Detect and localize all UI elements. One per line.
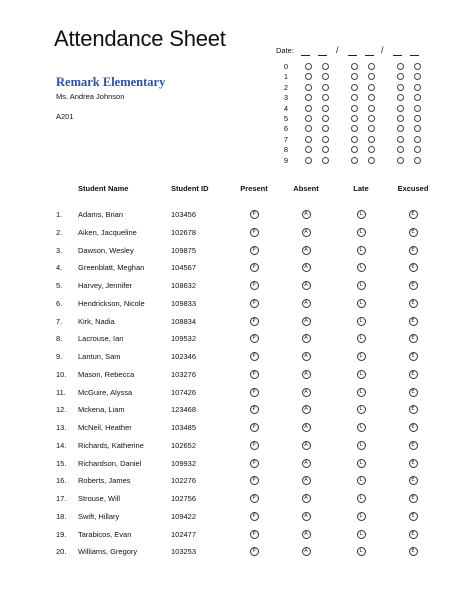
date-bubble[interactable] <box>351 136 358 143</box>
present-bubble[interactable]: P <box>250 388 259 397</box>
student-id: 102477 <box>171 529 197 539</box>
absent-bubble[interactable]: A <box>302 299 311 308</box>
present-bubble[interactable]: P <box>250 530 259 539</box>
date-bubble[interactable] <box>368 105 375 112</box>
date-bubble[interactable] <box>351 115 358 122</box>
student-name: Adams, Brian <box>78 210 124 219</box>
present-bubble[interactable]: P <box>250 494 259 503</box>
student-id: 107426 <box>171 387 197 397</box>
absent-bubble[interactable]: A <box>302 494 311 503</box>
date-bubble[interactable] <box>305 136 312 143</box>
absent-bubble[interactable]: A <box>302 512 311 521</box>
absent-bubble[interactable]: A <box>302 547 311 556</box>
student-name: Dawson, Wesley <box>78 245 134 255</box>
student-id: 109422 <box>171 511 197 521</box>
late-bubble[interactable]: L <box>357 352 366 361</box>
date-bubble[interactable] <box>397 73 404 80</box>
date-bubble[interactable] <box>322 105 329 112</box>
student-name: McNeil, Heather <box>78 423 132 432</box>
late-bubble[interactable]: L <box>357 405 366 414</box>
date-digit-label: 7 <box>283 134 289 144</box>
row-number: 5. <box>56 281 63 290</box>
column-header-student-id: Student ID <box>171 184 209 193</box>
date-bubble[interactable] <box>368 94 375 101</box>
student-id: 108834 <box>171 316 197 326</box>
present-bubble[interactable]: P <box>250 210 259 219</box>
date-bubble[interactable] <box>351 94 358 101</box>
student-name: McGuire, Alyssa <box>78 387 133 397</box>
date-bubble[interactable] <box>305 73 312 80</box>
column-header-student-name: Student Name <box>78 184 129 193</box>
date-bubble[interactable] <box>305 125 312 132</box>
absent-bubble[interactable]: A <box>302 263 311 272</box>
date-bubble[interactable] <box>322 63 329 70</box>
student-id: 109932 <box>171 458 197 468</box>
date-bubble[interactable] <box>322 94 329 101</box>
date-bubble[interactable] <box>397 105 404 112</box>
absent-bubble[interactable]: A <box>302 281 311 290</box>
date-separator: / <box>381 45 384 55</box>
date-digit-label: 9 <box>283 155 289 165</box>
excused-bubble[interactable]: E <box>409 459 418 468</box>
date-bubble[interactable] <box>322 157 329 164</box>
date-bubble[interactable] <box>351 146 358 153</box>
column-header-excused: Excused <box>397 184 429 193</box>
date-bubble[interactable] <box>397 115 404 122</box>
excused-bubble[interactable]: E <box>409 476 418 485</box>
date-bubble[interactable] <box>351 105 358 112</box>
date-bubble[interactable] <box>351 73 358 80</box>
date-bubble[interactable] <box>368 146 375 153</box>
late-bubble[interactable]: L <box>357 210 366 219</box>
present-bubble[interactable]: P <box>250 263 259 272</box>
late-bubble[interactable]: L <box>357 299 366 308</box>
date-bubble[interactable] <box>368 125 375 132</box>
date-digit-label: 3 <box>283 93 289 103</box>
row-number: 20. <box>56 547 67 557</box>
late-bubble[interactable]: L <box>357 246 366 255</box>
late-bubble[interactable]: L <box>357 494 366 503</box>
late-bubble[interactable]: L <box>357 547 366 556</box>
column-header-late: Late <box>353 184 369 193</box>
excused-bubble[interactable]: E <box>409 494 418 503</box>
date-bubble[interactable] <box>305 146 312 153</box>
date-bubble[interactable] <box>368 84 375 91</box>
column-header-present: Present <box>240 184 268 193</box>
date-bubble[interactable] <box>351 157 358 164</box>
date-digit-label: 1 <box>283 72 289 82</box>
student-id: 123468 <box>171 405 197 415</box>
date-bubble[interactable] <box>322 146 329 153</box>
present-bubble[interactable]: P <box>250 334 259 343</box>
student-name: Kirk, Nadia <box>78 316 115 326</box>
late-bubble[interactable]: L <box>357 423 366 432</box>
row-number: 12. <box>56 405 67 415</box>
row-number: 17. <box>56 494 67 503</box>
absent-bubble[interactable]: A <box>302 405 311 414</box>
excused-bubble[interactable]: E <box>409 299 418 308</box>
column-header-absent: Absent <box>293 184 319 193</box>
row-number: 3. <box>56 245 63 255</box>
date-bubble[interactable] <box>414 125 421 132</box>
date-label: Date: <box>276 46 294 55</box>
present-bubble[interactable]: P <box>250 459 259 468</box>
page-title: Attendance Sheet <box>54 26 226 51</box>
student-id: 103485 <box>171 423 197 432</box>
student-name: Lantun, Sam <box>78 352 121 361</box>
date-bubble[interactable] <box>397 157 404 164</box>
student-id: 109532 <box>171 334 197 344</box>
date-bubble[interactable] <box>305 115 312 122</box>
excused-bubble[interactable]: E <box>409 263 418 272</box>
late-bubble[interactable]: L <box>357 370 366 379</box>
student-name: Aiken, Jacqueline <box>78 227 137 237</box>
room-number: A201 <box>56 112 74 121</box>
date-bubble[interactable] <box>414 157 421 164</box>
excused-bubble[interactable]: E <box>409 441 418 450</box>
date-bubble[interactable] <box>368 63 375 70</box>
row-number: 16. <box>56 476 67 486</box>
date-bubble[interactable] <box>351 63 358 70</box>
present-bubble[interactable]: P <box>250 299 259 308</box>
date-bubble[interactable] <box>414 146 421 153</box>
row-number: 19. <box>56 529 67 539</box>
date-bubble[interactable] <box>397 63 404 70</box>
date-bubble[interactable] <box>322 73 329 80</box>
late-bubble[interactable]: L <box>357 388 366 397</box>
excused-bubble[interactable]: E <box>409 370 418 379</box>
student-name: Mason, Rebecca <box>78 369 135 379</box>
date-bubble[interactable] <box>322 125 329 132</box>
date-bubble[interactable] <box>368 73 375 80</box>
date-blank[interactable] <box>318 55 327 56</box>
excused-bubble[interactable]: E <box>409 547 418 556</box>
date-bubble[interactable] <box>414 105 421 112</box>
date-bubble[interactable] <box>397 125 404 132</box>
date-bubble[interactable] <box>322 136 329 143</box>
date-digit-label: 0 <box>283 62 289 71</box>
student-id: 102276 <box>171 476 197 486</box>
absent-bubble[interactable]: A <box>302 530 311 539</box>
student-name: Mckena, Liam <box>78 405 125 415</box>
student-name: Greenblatt, Meghan <box>78 263 145 273</box>
date-digit-label: 4 <box>283 103 289 113</box>
date-bubble[interactable] <box>305 157 312 164</box>
student-name: Strouse, Will <box>78 494 121 503</box>
excused-bubble[interactable]: E <box>409 281 418 290</box>
late-bubble[interactable]: L <box>357 476 366 485</box>
present-bubble[interactable]: P <box>250 547 259 556</box>
row-number: 14. <box>56 440 67 450</box>
student-id: 108632 <box>171 281 197 290</box>
absent-bubble[interactable]: A <box>302 370 311 379</box>
date-separator: / <box>336 45 339 55</box>
excused-bubble[interactable]: E <box>409 530 418 539</box>
student-name: Hendrickson, Nicole <box>78 298 145 308</box>
present-bubble[interactable]: P <box>250 512 259 521</box>
excused-bubble[interactable]: E <box>409 512 418 521</box>
date-bubble[interactable] <box>305 63 312 70</box>
date-bubble[interactable] <box>368 136 375 143</box>
date-bubble[interactable] <box>322 84 329 91</box>
student-name: Swift, Hillary <box>78 511 120 521</box>
row-number: 15. <box>56 458 67 468</box>
date-bubble[interactable] <box>414 115 421 122</box>
excused-bubble[interactable]: E <box>409 210 418 219</box>
date-digit-label: 5 <box>283 114 289 123</box>
student-id: 102652 <box>171 440 197 450</box>
date-bubble[interactable] <box>305 84 312 91</box>
excused-bubble[interactable]: E <box>409 317 418 326</box>
date-bubble[interactable] <box>397 146 404 153</box>
student-id: 103456 <box>171 210 197 219</box>
late-bubble[interactable]: L <box>357 530 366 539</box>
late-bubble[interactable]: L <box>357 317 366 326</box>
date-bubble[interactable] <box>368 157 375 164</box>
late-bubble[interactable]: L <box>357 441 366 450</box>
absent-bubble[interactable]: A <box>302 352 311 361</box>
excused-bubble[interactable]: E <box>409 352 418 361</box>
excused-bubble[interactable]: E <box>409 334 418 343</box>
student-name: Richards, Katherine <box>78 440 144 450</box>
late-bubble[interactable]: L <box>357 281 366 290</box>
late-bubble[interactable]: L <box>357 228 366 237</box>
student-id: 104567 <box>171 263 197 273</box>
absent-bubble[interactable]: A <box>302 441 311 450</box>
student-id: 109875 <box>171 245 197 255</box>
present-bubble[interactable]: P <box>250 423 259 432</box>
student-name: Tarabicos, Evan <box>78 529 132 539</box>
school-name: Remark Elementary <box>56 75 166 89</box>
row-number: 8. <box>56 334 63 344</box>
date-bubble[interactable] <box>351 84 358 91</box>
present-bubble[interactable]: P <box>250 317 259 326</box>
date-bubble[interactable] <box>414 63 421 70</box>
student-id: 102678 <box>171 227 197 237</box>
date-bubble[interactable] <box>397 84 404 91</box>
late-bubble[interactable]: L <box>357 512 366 521</box>
late-bubble[interactable]: L <box>357 263 366 272</box>
date-blank[interactable] <box>393 55 402 56</box>
row-number: 1. <box>56 210 63 219</box>
date-bubble[interactable] <box>397 136 404 143</box>
date-bubble[interactable] <box>414 84 421 91</box>
row-number: 18. <box>56 511 67 521</box>
date-blank[interactable] <box>410 55 419 56</box>
absent-bubble[interactable]: A <box>302 459 311 468</box>
present-bubble[interactable]: P <box>250 246 259 255</box>
row-number: 9. <box>56 352 63 361</box>
date-blank[interactable] <box>348 55 357 56</box>
date-bubble[interactable] <box>305 105 312 112</box>
student-name: Richardson, Daniel <box>78 458 142 468</box>
present-bubble[interactable]: P <box>250 352 259 361</box>
absent-bubble[interactable]: A <box>302 334 311 343</box>
excused-bubble[interactable]: E <box>409 423 418 432</box>
absent-bubble[interactable]: A <box>302 228 311 237</box>
date-bubble[interactable] <box>322 115 329 122</box>
absent-bubble[interactable]: A <box>302 476 311 485</box>
student-id: 103253 <box>171 547 197 557</box>
row-number: 10. <box>56 369 67 379</box>
present-bubble[interactable]: P <box>250 441 259 450</box>
late-bubble[interactable]: L <box>357 459 366 468</box>
student-name: Williams, Gregory <box>78 547 138 557</box>
date-bubble[interactable] <box>305 94 312 101</box>
present-bubble[interactable]: P <box>250 476 259 485</box>
row-number: 13. <box>56 423 67 432</box>
date-bubble[interactable] <box>351 125 358 132</box>
date-bubble[interactable] <box>368 115 375 122</box>
absent-bubble[interactable]: A <box>302 388 311 397</box>
present-bubble[interactable]: P <box>250 228 259 237</box>
date-bubble[interactable] <box>414 94 421 101</box>
date-digit-label: 8 <box>283 145 289 155</box>
student-id: 102756 <box>171 494 197 503</box>
absent-bubble[interactable]: A <box>302 423 311 432</box>
absent-bubble[interactable]: A <box>302 246 311 255</box>
student-id: 103276 <box>171 369 197 379</box>
row-number: 6. <box>56 298 63 308</box>
absent-bubble[interactable]: A <box>302 317 311 326</box>
row-number: 11. <box>56 387 66 397</box>
present-bubble[interactable]: P <box>250 405 259 414</box>
student-name: Lacrouse, Ian <box>78 334 124 344</box>
date-bubble[interactable] <box>414 136 421 143</box>
row-number: 7. <box>56 316 63 326</box>
student-id: 109833 <box>171 298 197 308</box>
late-bubble[interactable]: L <box>357 334 366 343</box>
student-name: Roberts, James <box>78 476 131 486</box>
present-bubble[interactable]: P <box>250 370 259 379</box>
date-bubble[interactable] <box>414 73 421 80</box>
date-bubble[interactable] <box>397 94 404 101</box>
row-number: 4. <box>56 263 63 273</box>
student-name: Harvey, Jennifer <box>78 281 133 290</box>
date-blank[interactable] <box>301 55 310 56</box>
date-blank[interactable] <box>365 55 374 56</box>
excused-bubble[interactable]: E <box>409 228 418 237</box>
present-bubble[interactable]: P <box>250 281 259 290</box>
teacher-name: Ms. Andrea Johnson <box>56 92 125 101</box>
excused-bubble[interactable]: E <box>409 246 418 255</box>
excused-bubble[interactable]: E <box>409 388 418 397</box>
student-id: 102346 <box>171 352 197 361</box>
excused-bubble[interactable]: E <box>409 405 418 414</box>
date-digit-label: 2 <box>283 82 289 92</box>
date-digit-label: 6 <box>283 124 289 134</box>
row-number: 2. <box>56 227 63 237</box>
absent-bubble[interactable]: A <box>302 210 311 219</box>
